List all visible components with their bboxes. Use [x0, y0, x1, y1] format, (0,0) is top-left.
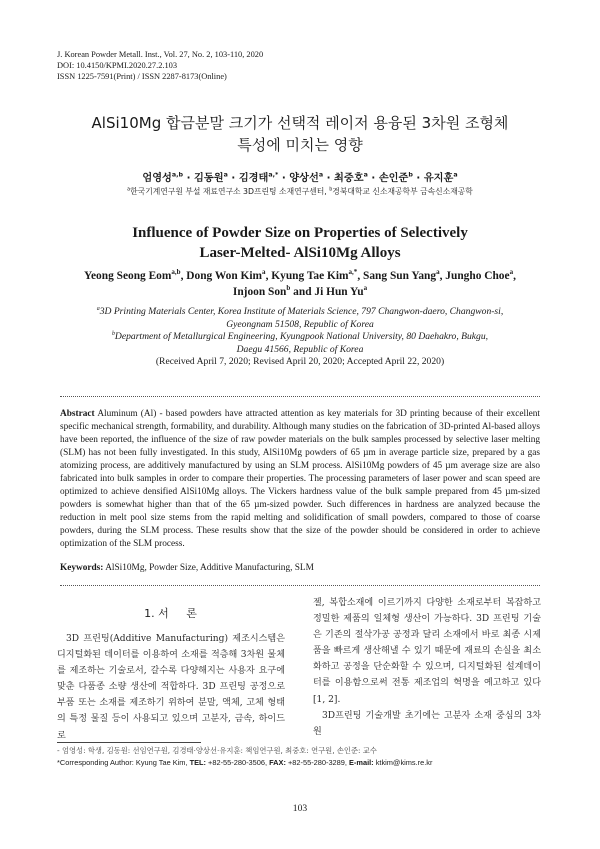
keywords-label: Keywords:: [60, 563, 104, 573]
english-author-sup: a: [262, 268, 266, 277]
english-author-name: Injoon Son: [232, 286, 287, 298]
korean-author-name: 김동원: [194, 173, 224, 184]
korean-author-name: 김경태: [238, 173, 269, 184]
english-aff-a-text: 3D Printing Materials Center, Korea Institute of Materials Science, 797 Changwon-daero, Changwon-si,: [99, 306, 504, 317]
footnote-corresponding-author: [57, 758, 432, 767]
english-authors: [20, 268, 580, 300]
korean-author-name: 엄영성: [142, 173, 172, 184]
fax-label: FAX:: [269, 758, 286, 767]
korean-aff-a: 한국기계연구원 부설 재료연구소 3D프린팅 소재연구센터,: [130, 187, 330, 196]
korean-title-line2: 특성에 미치는 영향: [237, 136, 363, 154]
received-dates: (Received April 7, 2020; Revised April 20, 2020; Accepted April 22, 2020): [155, 356, 445, 367]
english-aff-a-line2: Gyeongnam 51508, Republic of Korea: [226, 318, 374, 330]
journal-issn: ISSN 1225-7591(Print) / ISSN 2287-8173(Online): [57, 72, 227, 82]
english-author-separator: ,: [265, 270, 272, 282]
intro-paragraph-1-cont: 젤, 복합소재에 이르기까지 다양한 소재로부터 복잡하고 정밀한 제품의 일체형 생산이 가능하다. 3D 프린팅 기술은 기존의 절삭가공 공정과 달리 소재에서 바로 최종 시제품을 빠르게 생산해낼 수 있기 때문에 재료의 손실을 최소화하고 공정을 단순화할 수 있으며, 디지털화된 설계데이터를 이용함으로써 전통 제조업의 혁명을 예고하고 있다[1, 2].: [313, 598, 541, 705]
journal-citation: J. Korean Powder Metall. Inst., Vol. 27, No. 2, 103-110, 2020: [57, 50, 264, 59]
korean-title: [20, 112, 580, 156]
english-aff-b-sup: b: [111, 331, 115, 337]
abstract-bottom-rule: [60, 585, 540, 586]
english-authors-line1: [20, 268, 580, 284]
korean-author-name: 최중호: [334, 173, 364, 184]
english-author-name: Sang Sun Yang: [363, 270, 437, 282]
keywords: [60, 563, 540, 573]
intro-paragraph-2: 3D프린팅 기술개발 초기에는 고분자 소재 중심의 3차원: [313, 710, 541, 737]
korean-author-name: 손인준: [378, 173, 409, 184]
intro-paragraph-1: 3D 프린팅(Additive Manufacturing) 제조시스템은 디지털화된 데이터를 이용하여 소재를 적층해 3차원 물체를 제조하는 기술로서, 갈수록 다양해지는 사용자 요구에 맞춘 다품종 소량 생산에 적합하다. 3D 프린팅 공정으로 부품 또는 소재를 제조하기 위하여 분말, 액체, 고체 형태의 특정 물질 등이 사용되고 있으며 고분자, 금속, 하이드로: [57, 634, 285, 741]
english-author-sup: a: [363, 284, 368, 293]
tel-label: TEL:: [189, 758, 206, 767]
english-aff-a-sup: a: [96, 305, 100, 312]
journal-doi: DOI: 10.4150/KPMI.2020.27.2.103: [57, 61, 178, 71]
korean-aff-a-sup: a: [127, 187, 131, 193]
korean-author-name: 양상선: [289, 173, 319, 184]
english-author-sup: b: [286, 284, 291, 293]
english-author-name: Jungho Choe: [445, 270, 510, 282]
korean-title-line1: AlSi10Mg 합금분말 크기가 선택적 레이저 용융된 3차원 조형체: [91, 114, 509, 132]
english-title-line2: Laser-Melted- AlSi10Mg Alloys: [199, 245, 401, 261]
email-label: E-mail:: [349, 758, 374, 767]
journal-meta: [57, 49, 263, 83]
english-title-line1: Influence of Powder Size on Properties of Selectively: [132, 225, 468, 241]
korean-authors: [20, 169, 580, 184]
english-author-separator: ,: [513, 270, 516, 282]
corr-label: *Corresponding Author:: [57, 758, 134, 767]
korean-aff-b-sup: b: [329, 187, 333, 193]
korean-author-sup: a,b: [171, 171, 184, 179]
section-title-introduction: 1. 서 론: [144, 607, 197, 620]
email-value[interactable]: ktkim@kims.re.kr: [373, 758, 433, 767]
korean-author-separator: ·: [183, 173, 195, 184]
korean-author-separator: ·: [412, 173, 424, 184]
korean-author-sup: b: [408, 171, 413, 179]
english-authors-line2: [20, 284, 580, 300]
footnote-author-roles: - 엄영성: 학생, 김동원: 선임연구원, 김경태·양상선·유지훈: 책임연구원, 최중호: 연구원, 손인준: 교수: [57, 746, 377, 755]
english-author-separator: ,: [180, 270, 187, 282]
body-column-left: [57, 631, 285, 744]
english-affiliations: [20, 306, 580, 356]
abstract-label: Abstract: [60, 409, 95, 419]
english-author-separator: ,: [439, 270, 446, 282]
english-author-sup: a: [436, 268, 440, 277]
english-title: [20, 223, 580, 263]
korean-author-separator: ·: [227, 173, 239, 184]
korean-author-sup: a: [363, 171, 368, 179]
english-aff-a-line1: [20, 306, 580, 319]
english-aff-b-text: Department of Metallurgical Engineering, Kyungpook National University, 80 Daehakro, Bukgu,: [114, 331, 489, 343]
keywords-text: AlSi10Mg, Powder Size, Additive Manufacturing, SLM: [103, 563, 314, 573]
abstract-text: Aluminum (Al) - based powders have attracted attention as key materials for 3D printing because of their excellent specific mechanical strength, formability, and durability. Although many studies on the fabrication of 3D-printed Al-based alloys have been reported, the influence of the size of raw powder materials on the bulk samples processed by selective laser melting (SLM) has not been fully investigated. In this study, AlSi10Mg powders of 65 µm in average particle size, prepared by a gas atomizing process, are additively manufactured by using an SLM process. AlSi10Mg powders of 45 µm average size are also fabricated into bulk samples in order to compare their properties. The processing parameters of laser power and scan speed are optimized to achieve densified AlSi10Mg alloys. The Vickers hardness value of the bulk sample prepared from 45 µm-sized powders is somewhat higher than that of the 65 µm-sized powder. Such differences in hardness are analyzed because the reduction in melt pool size stems from the rapid melting and solidification of small powders, compared to those of coarse powders, during the SLM process. These results show that the size of the powder should be considered in order to achieve optimization of the SLM process.: [60, 409, 541, 549]
korean-author-separator: ·: [367, 173, 379, 184]
english-author-name: Yeong Seong Eom: [84, 270, 172, 282]
english-author-sup: a,*: [348, 268, 358, 277]
tel-value: +82-55-280-3506,: [206, 758, 270, 767]
english-author-name: Kyung Tae Kim: [271, 270, 349, 282]
english-author-name: Ji Hun Yu: [314, 286, 364, 298]
footnote-rule: [57, 742, 201, 743]
korean-author-sup: a,*: [268, 171, 279, 179]
korean-author-separator: ·: [278, 173, 290, 184]
korean-affiliations: [20, 186, 580, 197]
korean-author-sup: a: [223, 171, 228, 179]
english-author-separator: and: [290, 286, 315, 298]
abstract: [60, 408, 540, 551]
korean-author-sup: a: [318, 171, 324, 179]
corr-name: Kyung Tae Kim,: [133, 758, 190, 767]
body-column-right: [313, 595, 541, 740]
abstract-top-rule: [60, 396, 540, 397]
english-author-name: Dong Won Kim: [186, 270, 263, 282]
korean-author-sup: a: [453, 171, 458, 179]
korean-aff-b: 경북대학교 신소재공학부 금속신소재공학: [332, 187, 473, 196]
english-author-sup: a,b: [171, 268, 181, 277]
fax-value: +82-55-280-3289,: [285, 758, 349, 767]
english-author-separator: ,: [357, 270, 364, 282]
korean-author-separator: ·: [323, 173, 335, 184]
english-aff-b-line2: Daegu 41566, Republic of Korea: [236, 343, 364, 355]
korean-author-name: 유지훈: [423, 173, 454, 184]
english-author-sup: a: [509, 268, 514, 277]
english-aff-b-line1: [20, 331, 580, 344]
page-number: 103: [292, 803, 308, 814]
